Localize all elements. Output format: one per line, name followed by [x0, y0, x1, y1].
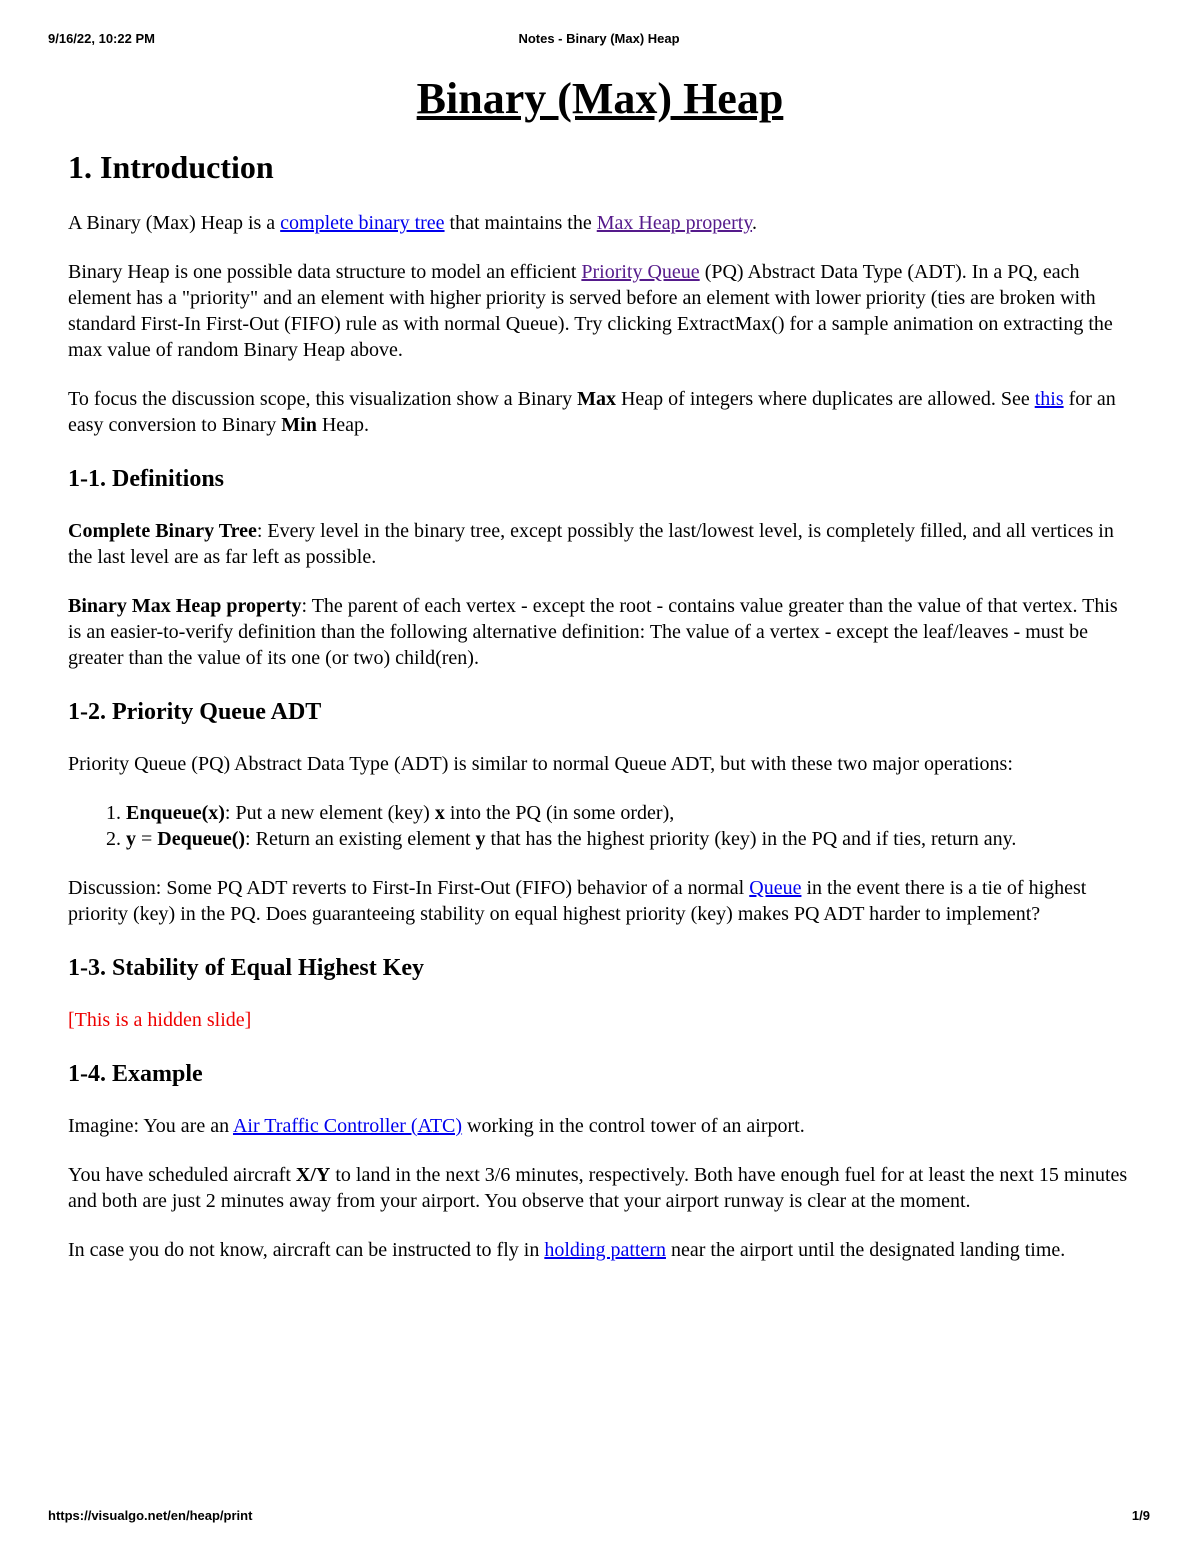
- section-heading-definitions: 1-1. Definitions: [68, 466, 224, 492]
- pq-operations-list: [68, 800, 1132, 852]
- pq-adt-paragraph: Priority Queue (PQ) Abstract Data Type (ADT) is similar to normal Queue ADT, but with these two major operations:: [68, 753, 1013, 775]
- print-footer: [48, 1508, 1150, 1528]
- print-datetime: 9/16/22, 10:22 PM: [48, 31, 155, 46]
- section-heading-example: 1-4. Example: [68, 1061, 203, 1087]
- intro-paragraph-3: To focus the discussion scope, this visualization show a Binary Max Heap of integers where duplicates are allowed. See this for an easy conversion to Binary Min Heap.: [68, 388, 1116, 436]
- list-item: 2. y = Dequeue(): Return an existing element y that has the highest priority (key) in the PQ and if ties, return any.: [126, 826, 1132, 852]
- section-heading-stability: 1-3. Stability of Equal Highest Key: [68, 955, 425, 981]
- example-paragraph-3: In case you do not know, aircraft can be instructed to fly in holding pattern near the airport until the designated landing time.: [68, 1239, 1066, 1261]
- print-url: https://visualgo.net/en/heap/print: [48, 1508, 253, 1523]
- example-paragraph-1: Imagine: You are an Air Traffic Controller (ATC) working in the control tower of an airport.: [68, 1115, 805, 1137]
- holding-pattern-link[interactable]: holding pattern: [544, 1239, 666, 1261]
- section-heading-introduction: 1. Introduction: [68, 149, 274, 185]
- print-page-number: 1/9: [1131, 1508, 1150, 1523]
- intro-paragraph-2: Binary Heap is one possible data structure to model an efficient Priority Queue (PQ) Abstract Data Type (ADT). In a PQ, each element has a "priority" and an element with higher priority is served before an element with lower priority (ties are broken with standard First-In First-Out (FIFO) rule as with normal Queue). Try clicking ExtractMax() for a sample animation on extracting the max value of random Binary Heap above.: [68, 261, 1113, 361]
- section-heading-priority-queue-adt: 1-2. Priority Queue ADT: [68, 699, 322, 725]
- discussion-paragraph: Discussion: Some PQ ADT reverts to First-In First-Out (FIFO) behavior of a normal Queue in the event there is a tie of highest priority (key) in the PQ. Does guaranteeing stability on equal highest priority (key) makes PQ ADT harder to implement?: [68, 877, 1087, 925]
- priority-queue-link[interactable]: Priority Queue: [581, 261, 700, 283]
- intro-paragraph-1: A Binary (Max) Heap is a complete binary tree that maintains the Max Heap property.: [68, 212, 758, 234]
- print-header: [48, 31, 1150, 51]
- max-heap-property-link[interactable]: Max Heap property: [596, 212, 753, 234]
- complete-binary-tree-link[interactable]: complete binary tree: [280, 212, 445, 234]
- example-paragraph-2: You have scheduled aircraft X/Y to land in the next 3/6 minutes, respectively. Both have enough fuel for at least the next 15 minutes and both are just 2 minutes away from your airport. You observe that your airport runway is clear at the moment.: [68, 1164, 1128, 1212]
- air-traffic-controller-link[interactable]: Air Traffic Controller (ATC): [232, 1115, 463, 1137]
- print-page-title: Notes - Binary (Max) Heap: [518, 31, 680, 46]
- list-item: 1. Enqueue(x): Put a new element (key) x into the PQ (in some order),: [126, 800, 1132, 826]
- this-link[interactable]: this: [1034, 388, 1064, 410]
- hidden-slide-note: [This is a hidden slide]: [68, 1009, 252, 1031]
- page-title: Binary (Max) Heap: [416, 74, 784, 123]
- definition-max-heap-property: Binary Max Heap property: The parent of each vertex - except the root - contains value greater than the value of that vertex. This is an easier-to-verify definition than the following alternative definition: The value of a vertex - except the leaf/leaves - must be greater than the value of its one (or two) child(ren).: [68, 595, 1118, 669]
- document-content: [68, 72, 1132, 1286]
- queue-link[interactable]: Queue: [749, 877, 802, 899]
- definition-complete-binary-tree: Complete Binary Tree: Every level in the binary tree, except possibly the last/lowest level, is completely filled, and all vertices in the last level are as far left as possible.: [68, 520, 1114, 568]
